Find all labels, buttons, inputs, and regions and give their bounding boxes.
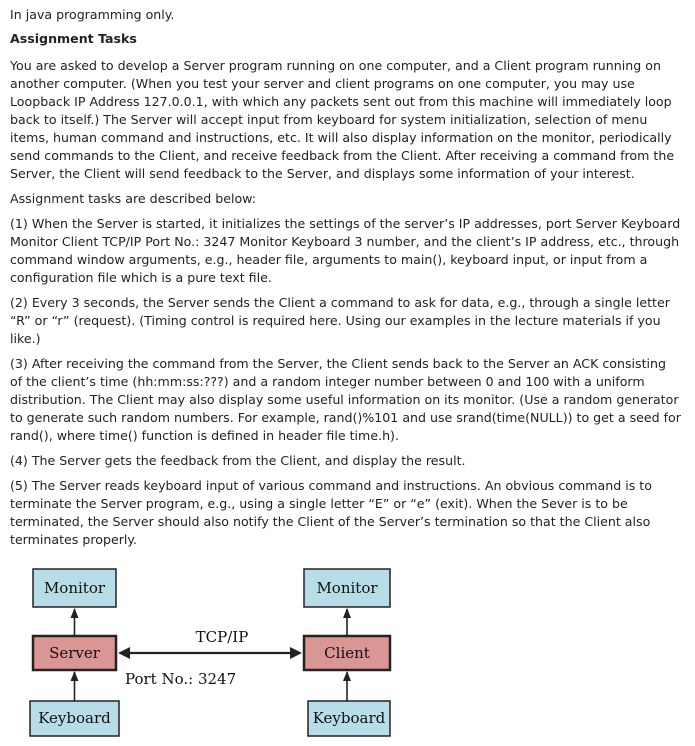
- server-label: Server: [49, 644, 100, 662]
- paragraph-task-1: (1) When the Server is started, it initializes the settings of the server’s IP addresses, port Server Keyboard Monitor Client TCP/IP Port No.: 3247 Monitor Keyboard 3 number, and the client’s IP address, etc., through command window arguments, e.g., header file, arguments to main(), keyboard input, or input from a configuration file which is a pure text file.: [10, 216, 681, 285]
- architecture-diagram: [0, 560, 695, 746]
- client-monitor-label: Monitor: [316, 579, 378, 597]
- diagram-svg: [0, 560, 695, 746]
- server-keyboard-label: Keyboard: [38, 709, 111, 727]
- paragraph-task-4: (4) The Server gets the feedback from the Client, and display the result.: [10, 453, 466, 468]
- paragraph-task-2: (2) Every 3 seconds, the Server sends the Client a command to ask for data, e.g., through a single letter “R” or “r” (request). (Timing control is required here. Using our examples in the lecture materials if you like.): [10, 295, 670, 346]
- section-heading: Assignment Tasks: [10, 31, 137, 46]
- paragraph-tasks-intro: Assignment tasks are described below:: [10, 191, 257, 206]
- port-number-label: Port No.: 3247: [125, 670, 237, 688]
- paragraph-overview: You are asked to develop a Server program running on one computer, and a Client program running on another computer. (When you test your server and client programs on one computer, you may use Loopback IP Address 127.0.0.1, with which any packets sent out from this machine will immediately loop back to itself.) The Server will accept input from keyboard for system initialization, selection of menu items, human command and instructions, etc. It will also display information on the monitor, periodically send commands to the Client, and receive feedback from the Client. After receiving a command from the Server, the Client will send feedback to the Server, and displays some information of your interest.: [10, 58, 675, 181]
- tcp-link-arrowhead-right: [290, 647, 302, 659]
- client-label: Client: [324, 644, 370, 662]
- intro-note: In java programming only.: [10, 7, 175, 22]
- client-keyboard-label: Keyboard: [312, 709, 386, 727]
- document-body: [10, 6, 682, 556]
- paragraph-task-3: (3) After receiving the command from the Server, the Client sends back to the Server an ACK consisting of the client’s time (hh:mm:ss:???) and a random integer number between 0 and 100 with a uniform distribution. The Client may also display some useful information on its monitor. (Use a random generator to generate such random numbers. For example, rand()%101 and use srand(time(NULL)) to get a seed for rand(), where time() function is defined in header file time.h).: [10, 356, 681, 443]
- tcp-ip-label: TCP/IP: [195, 628, 249, 646]
- tcp-link-arrowhead-left: [118, 647, 130, 659]
- server-monitor-label: Monitor: [43, 579, 106, 597]
- paragraph-task-5: (5) The Server reads keyboard input of various command and instructions. An obvious command is to terminate the Server program, e.g., using a single letter “E” or “e” (exit). When the Sever is to be terminated, the Server should also notify the Client of the Server’s termination so that the Client also terminates properly.: [10, 478, 652, 547]
